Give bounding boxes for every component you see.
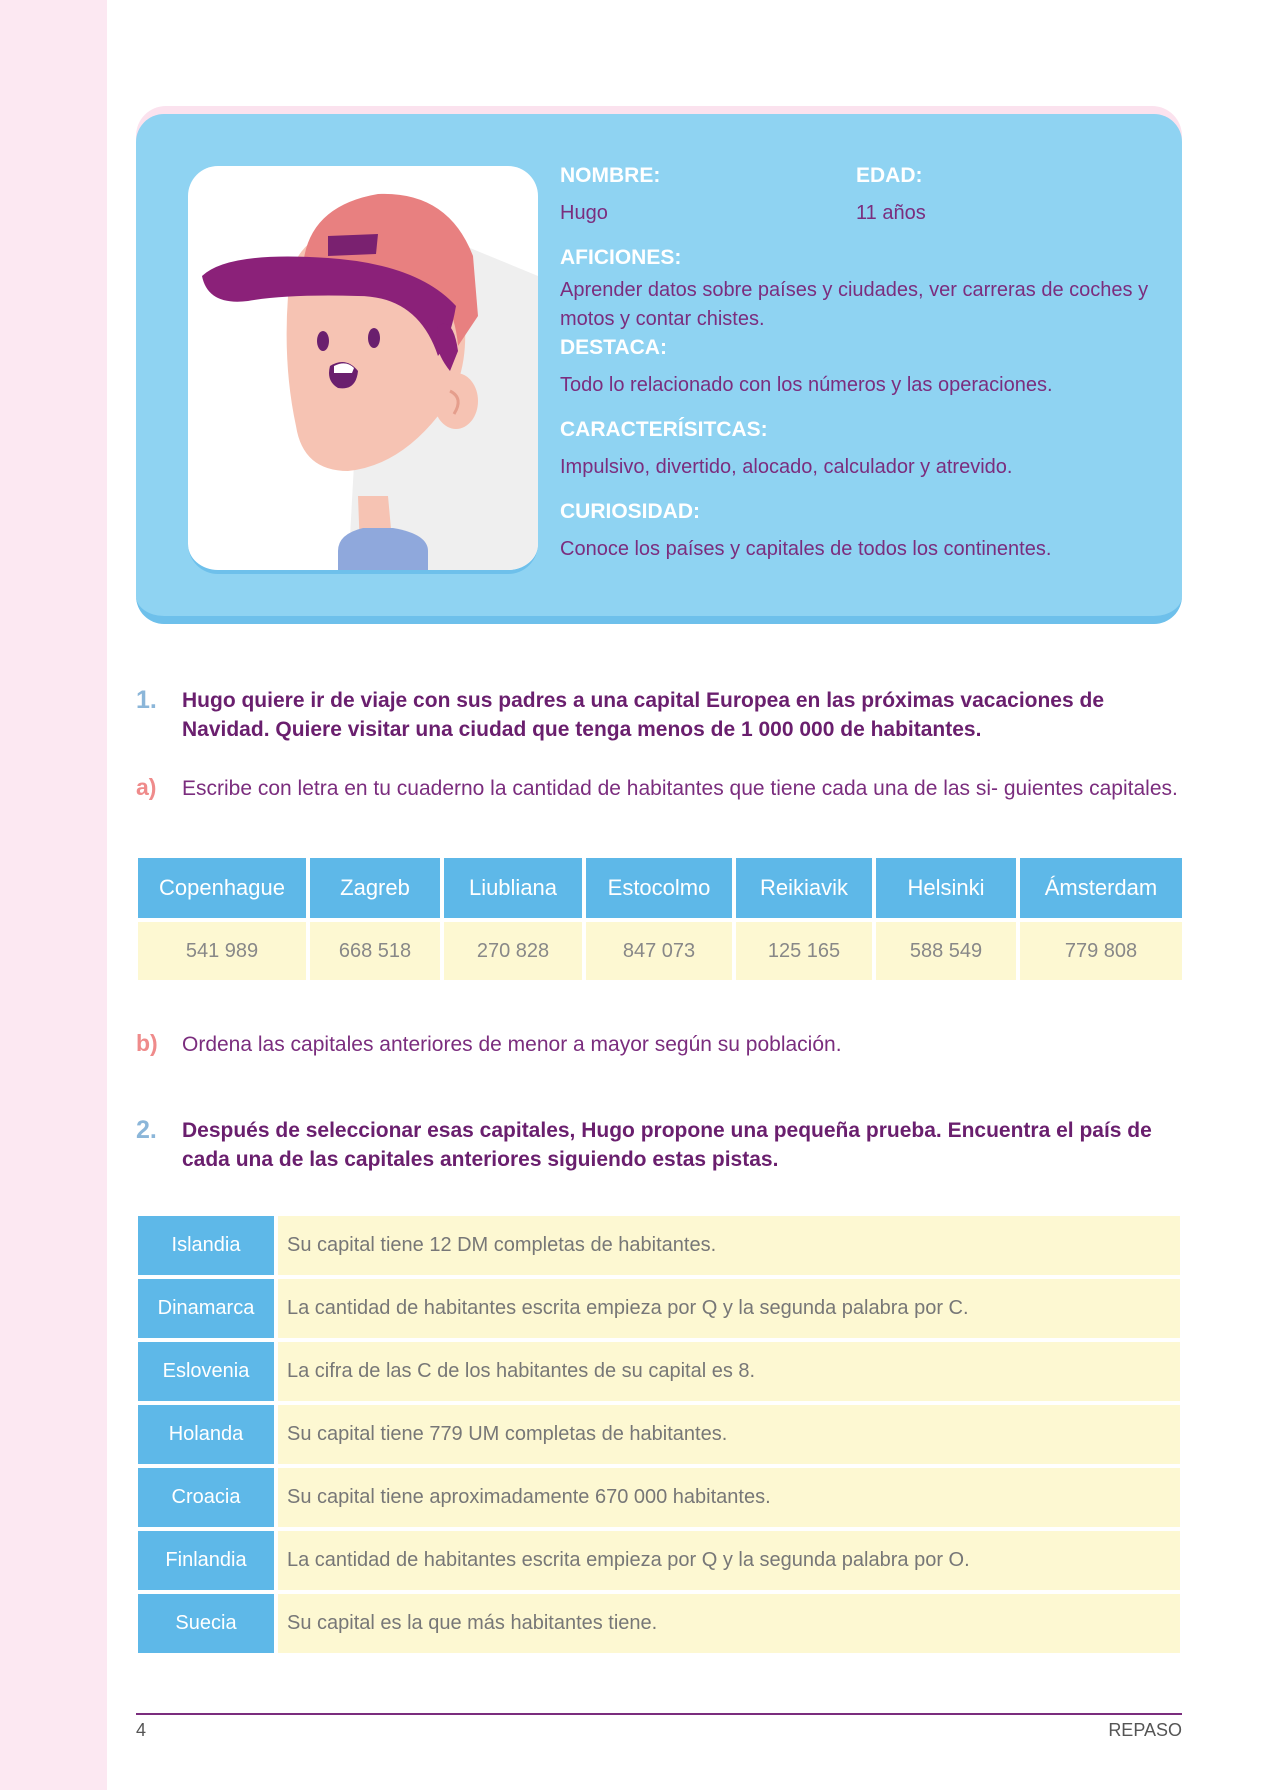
capital-population: 668 518	[310, 922, 440, 980]
section-label: REPASO	[1108, 1720, 1182, 1740]
capital-name: Copenhague	[138, 858, 306, 918]
page-number: 4	[136, 1720, 147, 1740]
clue-text: La cantidad de habitantes escrita empieza por Q y la segunda palabra por C.	[278, 1279, 1180, 1338]
capital-column	[138, 858, 306, 980]
exercise-2-text: Después de seleccionar esas capitales, Hugo propone una pequeña prueba. Encuentra el país de cada una de las capitales anteriores siguiendo estas pistas.	[182, 1119, 1152, 1171]
capital-population: 541 989	[138, 922, 306, 980]
table-row	[138, 1531, 1180, 1590]
capital-population: 270 828	[444, 922, 582, 980]
clue-text: Su capital tiene aproximadamente 670 000 habitantes.	[278, 1468, 1180, 1527]
table-row	[138, 1279, 1180, 1338]
traits-value: Impulsivo, divertido, alocado, calculador y atrevido.	[560, 456, 1013, 478]
clue-country: Eslovenia	[138, 1342, 274, 1401]
hobbies-label: AFICIONES:	[560, 246, 682, 269]
clue-country: Dinamarca	[138, 1279, 274, 1338]
clue-text: Su capital tiene 12 DM completas de habitantes.	[278, 1216, 1180, 1275]
table-row	[138, 1405, 1180, 1464]
capital-population: 588 549	[876, 922, 1016, 980]
age-value: 11 años	[856, 202, 926, 224]
avatar	[188, 166, 538, 574]
table-row	[138, 1594, 1180, 1653]
hobbies-value: Aprender datos sobre países y ciudades, ver carreras de coches y motos y contar chistes.	[560, 279, 1149, 330]
curiosity-label: CURIOSIDAD:	[560, 500, 700, 523]
clue-country: Suecia	[138, 1594, 274, 1653]
traits-label: CARACTERÍSITCAS:	[560, 418, 768, 441]
clue-text: La cifra de las C de los habitantes de su capital es 8.	[278, 1342, 1180, 1401]
capital-population: 847 073	[586, 922, 732, 980]
capital-name: Estocolmo	[586, 858, 732, 918]
clue-country: Holanda	[138, 1405, 274, 1464]
exercise-1a-letter: a)	[136, 774, 157, 800]
capital-name: Ámsterdam	[1020, 858, 1182, 918]
exercise-1b-text: Ordena las capitales anteriores de menor a mayor según su población.	[182, 1033, 842, 1056]
clue-text: Su capital es la que más habitantes tiene.	[278, 1594, 1180, 1653]
capital-column	[736, 858, 872, 980]
capital-column	[876, 858, 1016, 980]
highlight-value: Todo lo relacionado con los números y las operaciones.	[560, 374, 1053, 396]
exercise-2-number: 2.	[136, 1116, 157, 1144]
capital-column	[310, 858, 440, 980]
clue-country: Islandia	[138, 1216, 274, 1275]
capital-name: Helsinki	[876, 858, 1016, 918]
capital-population: 779 808	[1020, 922, 1182, 980]
clue-country: Croacia	[138, 1468, 274, 1527]
clue-country: Finlandia	[138, 1531, 274, 1590]
exercise-1-text: Hugo quiere ir de viaje con sus padres a una capital Europea en las próximas vacaciones de Navidad. Quiere visitar una ciudad que tenga menos de 1 000 000 de habitantes.	[182, 689, 1105, 741]
curiosity-value: Conoce los países y capitales de todos los continentes.	[560, 538, 1052, 560]
capital-name: Reikiavik	[736, 858, 872, 918]
clues-table	[138, 1216, 1180, 1657]
capital-column	[444, 858, 582, 980]
clue-text: Su capital tiene 779 UM completas de habitantes.	[278, 1405, 1180, 1464]
table-row	[138, 1216, 1180, 1275]
clue-text: La cantidad de habitantes escrita empieza por Q y la segunda palabra por O.	[278, 1531, 1180, 1590]
name-label: NOMBRE:	[560, 164, 661, 187]
table-row	[138, 1468, 1180, 1527]
exercise-1b-letter: b)	[136, 1030, 158, 1056]
age-label: EDAD:	[856, 164, 923, 187]
table-row	[138, 1342, 1180, 1401]
capital-population: 125 165	[736, 922, 872, 980]
name-value: Hugo	[560, 202, 608, 224]
boy-illustration	[188, 166, 538, 574]
profile-card	[136, 114, 1182, 624]
capital-column	[1020, 858, 1182, 980]
capitals-table	[138, 858, 1182, 980]
highlight-label: DESTACA:	[560, 336, 667, 359]
profile-info	[560, 158, 1160, 576]
exercise-1a-text: Escribe con letra en tu cuaderno la cantidad de habitantes que tiene cada una de las si- guientes capitales.	[182, 777, 1178, 800]
exercise-1-number: 1.	[136, 686, 157, 714]
capital-column	[586, 858, 732, 980]
capital-name: Liubliana	[444, 858, 582, 918]
side-strip	[0, 0, 107, 1790]
capital-name: Zagreb	[310, 858, 440, 918]
footer-divider	[136, 1713, 1182, 1715]
